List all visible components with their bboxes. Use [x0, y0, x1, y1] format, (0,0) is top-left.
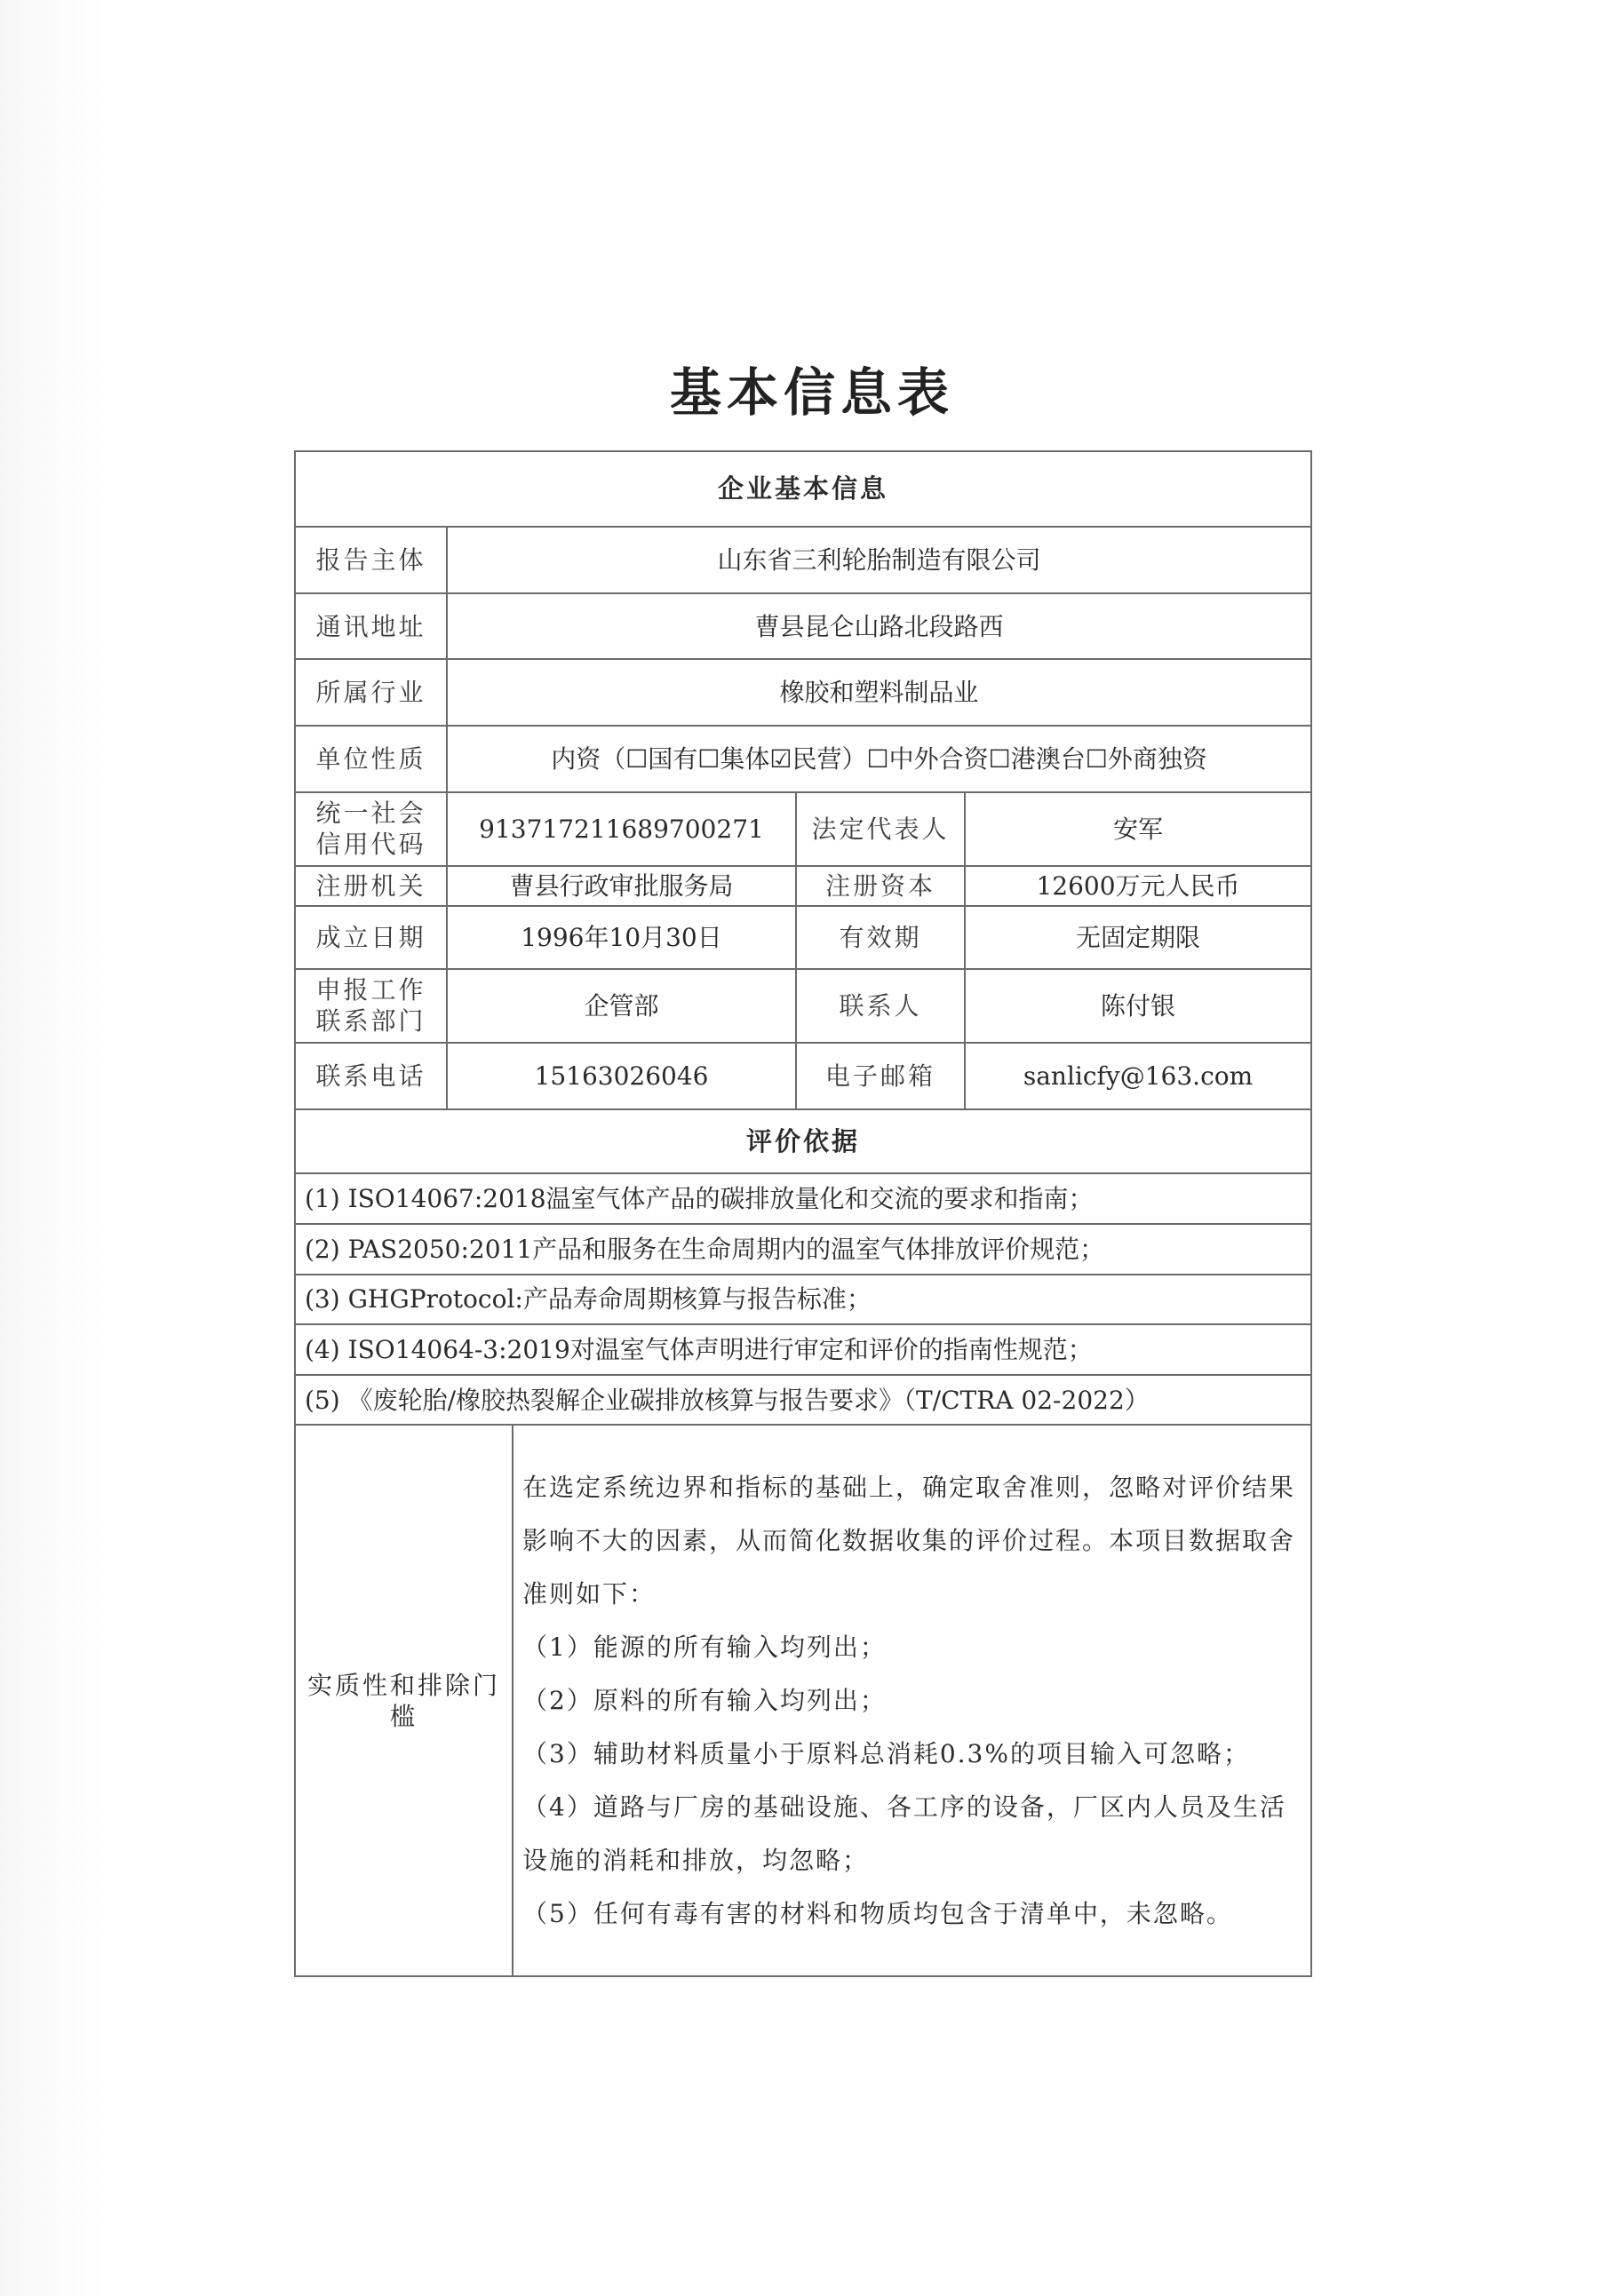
table-row: [295, 593, 1311, 660]
basis-item-2: (2) PAS2050:2011产品和服务在生命周期内的温室气体排放评价规范；: [295, 1224, 1311, 1275]
cutoff-label-line-2: 槛: [389, 1701, 418, 1731]
cutoff-content: [513, 1425, 1311, 1976]
table-row: [295, 1173, 1311, 1224]
cutoff-label-line-1: 实质性和排除门: [306, 1670, 500, 1700]
table-row: [295, 1224, 1311, 1275]
cutoff-label: [295, 1425, 513, 1976]
industry-label: 所属行业: [295, 659, 447, 726]
phone-label: 联系电话: [295, 1043, 447, 1109]
credit-code-label: [295, 792, 447, 866]
table-row: [295, 726, 1311, 792]
contact-value: 陈付银: [965, 969, 1311, 1043]
section-header-row: [295, 451, 1311, 527]
cutoff-rule-4: （4）道路与厂房的基础设施、各工序的设备，厂区内人员及生活设施的消耗和排放，均忽略；: [522, 1792, 1286, 1875]
credit-code-value: 913717211689700271: [447, 792, 796, 866]
table-row: [295, 906, 1311, 969]
address-label: 通讯地址: [295, 593, 447, 660]
email-value: sanlicfy@163.com: [965, 1043, 1311, 1109]
dept-value: 企管部: [447, 969, 796, 1043]
section-enterprise-info: 企业基本信息: [295, 451, 1311, 527]
section-basis: 评价依据: [295, 1109, 1311, 1174]
credit-code-label-line-2: 信用代码: [315, 830, 426, 860]
dept-label: [295, 969, 447, 1043]
cutoff-rule-2: （2）原料的所有输入均列出；: [522, 1685, 887, 1715]
cutoff-rule-1: （1）能源的所有输入均列出；: [522, 1632, 887, 1662]
basis-item-4: (4) ISO14064-3:2019对温室气体声明进行审定和评价的指南性规范；: [295, 1324, 1311, 1375]
basis-item-1: (1) ISO14067:2018温室气体产品的碳排放量化和交流的要求和指南；: [295, 1173, 1311, 1224]
basis-item-5: (5) 《废轮胎/橡胶热裂解企业碳排放核算与报告要求》（T/CTRA 02-2022）: [295, 1375, 1311, 1426]
dept-label-line-2: 联系部门: [315, 1006, 426, 1037]
table-row: [295, 1275, 1311, 1325]
table-row: [295, 866, 1311, 906]
dept-label-line-1: 申报工作: [315, 975, 426, 1005]
validity-value: 无固定期限: [965, 906, 1311, 969]
basis-item-3: (3) GHGProtocol:产品寿命周期核算与报告标准；: [295, 1275, 1311, 1325]
section-header-row: [295, 1109, 1311, 1174]
legal-rep-value: 安军: [965, 792, 1311, 866]
est-date-value: 1996年10月30日: [447, 906, 796, 969]
table-row: [295, 659, 1311, 726]
reg-capital-label: 注册资本: [796, 866, 965, 906]
table-row: [295, 792, 1311, 866]
report-subject-value: 山东省三利轮胎制造有限公司: [447, 527, 1311, 593]
reg-capital-value: 12600万元人民币: [965, 866, 1311, 906]
phone-value: 15163026046: [447, 1043, 796, 1109]
table-row: [295, 1425, 1311, 1976]
reg-authority-label: 注册机关: [295, 866, 447, 906]
cutoff-rule-5: （5）任何有毒有害的材料和物质均包含于清单中，未忽略。: [522, 1898, 1233, 1928]
table-row: [295, 1324, 1311, 1375]
table-row: [295, 1043, 1311, 1109]
contact-label: 联系人: [796, 969, 965, 1043]
credit-code-label-line-1: 统一社会: [315, 798, 426, 829]
basic-info-table: [294, 450, 1312, 1977]
validity-label: 有效期: [796, 906, 965, 969]
nature-value: 内资（☐国有☐集体☑民营）☐中外合资☐港澳台☐外商独资: [447, 726, 1311, 792]
table-row: [295, 1375, 1311, 1426]
address-value: 曹县昆仑山路北段路西: [447, 593, 1311, 660]
table-row: [295, 969, 1311, 1043]
reg-authority-value: 曹县行政审批服务局: [447, 866, 796, 906]
document-title: 基本信息表: [669, 362, 954, 423]
cutoff-intro: 在选定系统边界和指标的基础上，确定取舍准则，忽略对评价结果影响不大的因素，从而简化数据收集的评价过程。本项目数据取舍准则如下：: [522, 1472, 1296, 1609]
industry-value: 橡胶和塑料制品业: [447, 659, 1311, 726]
table-row: [295, 527, 1311, 593]
cutoff-rule-3: （3）辅助材料质量小于原料总消耗0.3%的项目输入可忽略；: [522, 1738, 1250, 1768]
email-label: 电子邮箱: [796, 1043, 965, 1109]
legal-rep-label: 法定代表人: [796, 792, 965, 866]
est-date-label: 成立日期: [295, 906, 447, 969]
scan-edge: [0, 0, 107, 2296]
report-subject-label: 报告主体: [295, 527, 447, 593]
nature-label: 单位性质: [295, 726, 447, 792]
